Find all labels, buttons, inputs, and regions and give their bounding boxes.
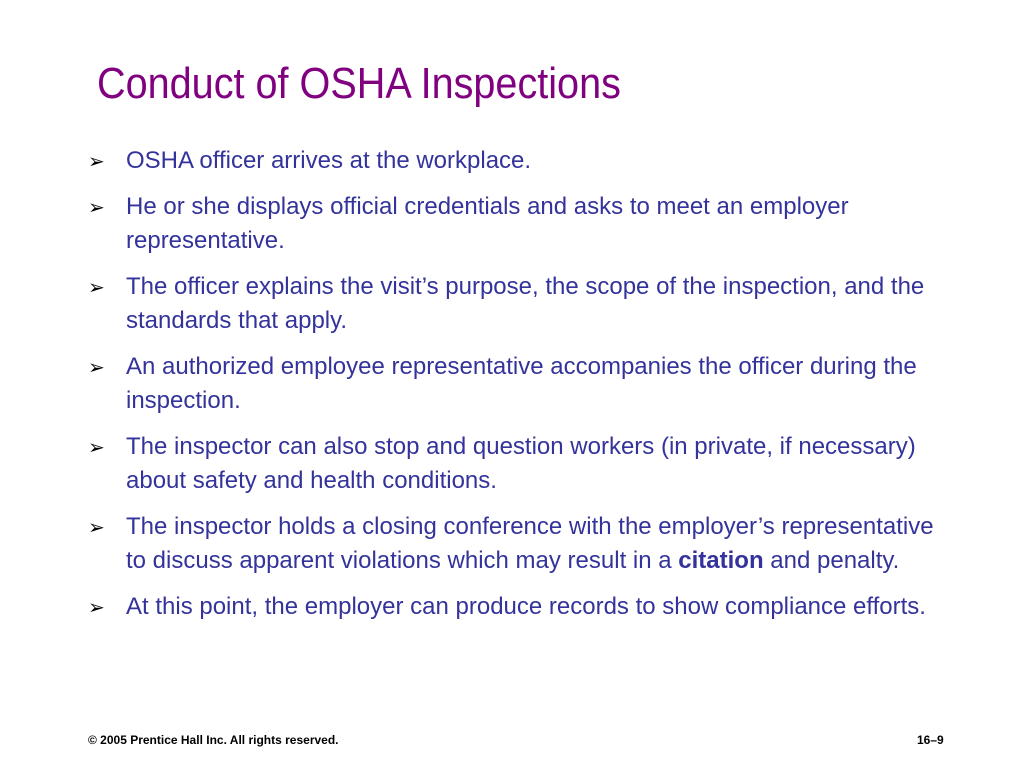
bullet-list [88,144,948,636]
bullet-item-3 [88,270,948,338]
bullet-text-after: and penalty. [763,547,900,574]
bullet-item-5 [88,430,948,498]
footer-copyright: © 2005 Prentice Hall Inc. All rights reserved. [88,733,339,747]
bullet-text: An authorized employee representative accompanies the officer during the inspection. [126,353,917,414]
bullet-text: The inspector can also stop and question workers (in private, if necessary) about safety and health conditions. [126,433,916,494]
arrow-bullet-icon: ➢ [88,435,105,459]
arrow-bullet-icon: ➢ [88,515,105,539]
bullet-item-4 [88,350,948,418]
bullet-text-before: The inspector holds a closing conference with the employer’s representative to discuss apparent violations which may result in a [126,513,934,574]
footer-page-number: 16–9 [917,733,944,747]
arrow-bullet-icon: ➢ [88,275,105,299]
bullet-item-6 [88,510,948,578]
slide-title: Conduct of OSHA Inspections [97,59,621,108]
arrow-bullet-icon: ➢ [88,149,105,173]
bullet-text: He or she displays official credentials and asks to meet an employer representative. [126,193,849,254]
arrow-bullet-icon: ➢ [88,595,105,619]
arrow-bullet-icon: ➢ [88,195,105,219]
bullet-text: OSHA officer arrives at the workplace. [126,147,532,174]
bold-term-citation: citation [678,547,764,574]
bullet-item-2 [88,190,948,258]
bullet-item-7 [88,590,948,624]
bullet-text: At this point, the employer can produce records to show compliance efforts. [126,593,926,620]
bullet-text [126,513,934,574]
bullet-item-1 [88,144,948,178]
bullet-text: The officer explains the visit’s purpose, the scope of the inspection, and the standards that apply. [126,273,925,334]
arrow-bullet-icon: ➢ [88,355,105,379]
